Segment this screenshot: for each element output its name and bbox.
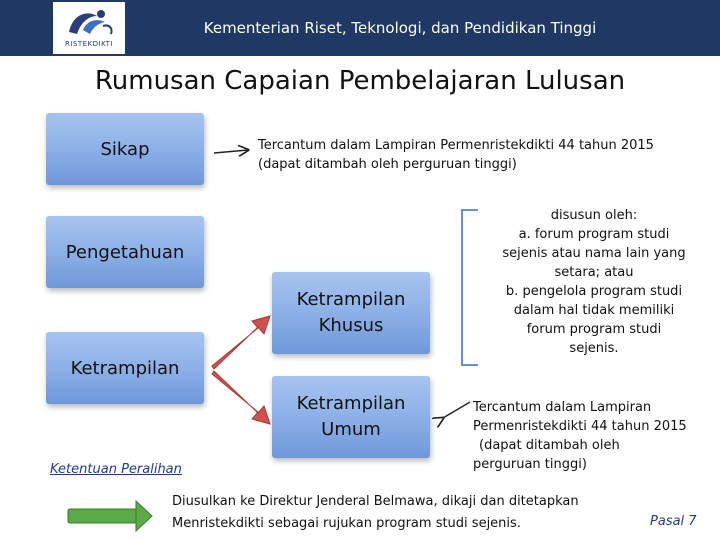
- arrow-to-umum-icon: [443, 402, 470, 418]
- red-arrow-umum-icon: [212, 371, 270, 424]
- disusun-bracket-icon: [462, 210, 478, 365]
- diusulkan-note: [172, 491, 642, 535]
- disusun-line: b. pengelola program studi: [505, 284, 683, 299]
- arrow-to-sikap-icon: [214, 150, 248, 153]
- diusulkan-line1: Diusulkan ke Direktur Jenderal Belmawa, dikaji dan ditetapkan: [172, 494, 579, 509]
- sikap-note-line2: (dapat ditambah oleh perguruan tinggi): [258, 157, 517, 172]
- box-sikap-label: Sikap: [100, 138, 150, 160]
- umum-note-line: perguruan tinggi): [473, 457, 587, 472]
- box-ketrampilan-umum-label: Ketrampilan Umum: [296, 393, 406, 440]
- box-ketrampilan-khusus-label: Ketrampilan Khusus: [296, 289, 406, 336]
- umum-note-line: (dapat ditambah oleh: [479, 438, 620, 453]
- disusun-line: sejenis.: [569, 341, 619, 356]
- umum-note-line: Permenristekdikti 44 tahun 2015: [473, 419, 687, 434]
- red-arrow-khusus-icon: [212, 316, 270, 369]
- box-pengetahuan-label: Pengetahuan: [65, 241, 185, 263]
- disusun-line: setara; atau: [554, 265, 634, 280]
- green-arrow-icon: [68, 501, 152, 531]
- disusun-line: disusun oleh:: [550, 208, 638, 223]
- disusun-line: a. forum program studi: [518, 227, 670, 242]
- sikap-note: [258, 136, 654, 174]
- ketentuan-peralihan-link[interactable]: Ketentuan Peralihan: [50, 462, 182, 477]
- pasal-label: Pasal 7: [650, 514, 697, 529]
- diusulkan-line2: Menristekdikti sebagai rujukan program studi sejenis.: [172, 516, 521, 531]
- disusun-note: [484, 206, 704, 358]
- header-title: Kementerian Riset, Teknologi, dan Pendidikan Tinggi: [203, 19, 597, 37]
- box-ketrampilan-label: Ketrampilan: [70, 357, 180, 379]
- disusun-line: sejenis atau nama lain yang: [502, 246, 686, 261]
- slide-title: Rumusan Capaian Pembelajaran Lulusan: [94, 66, 626, 96]
- umum-note: [473, 398, 718, 474]
- disusun-line: forum program studi: [526, 322, 662, 337]
- disusun-line: dalam hal tidak memiliki: [513, 303, 675, 318]
- sikap-note-line1: Tercantum dalam Lampiran Permenristekdikti 44 tahun 2015: [258, 138, 654, 153]
- umum-note-line: Tercantum dalam Lampiran: [473, 400, 652, 415]
- logo-text: RISTEKDIKTI: [64, 40, 113, 48]
